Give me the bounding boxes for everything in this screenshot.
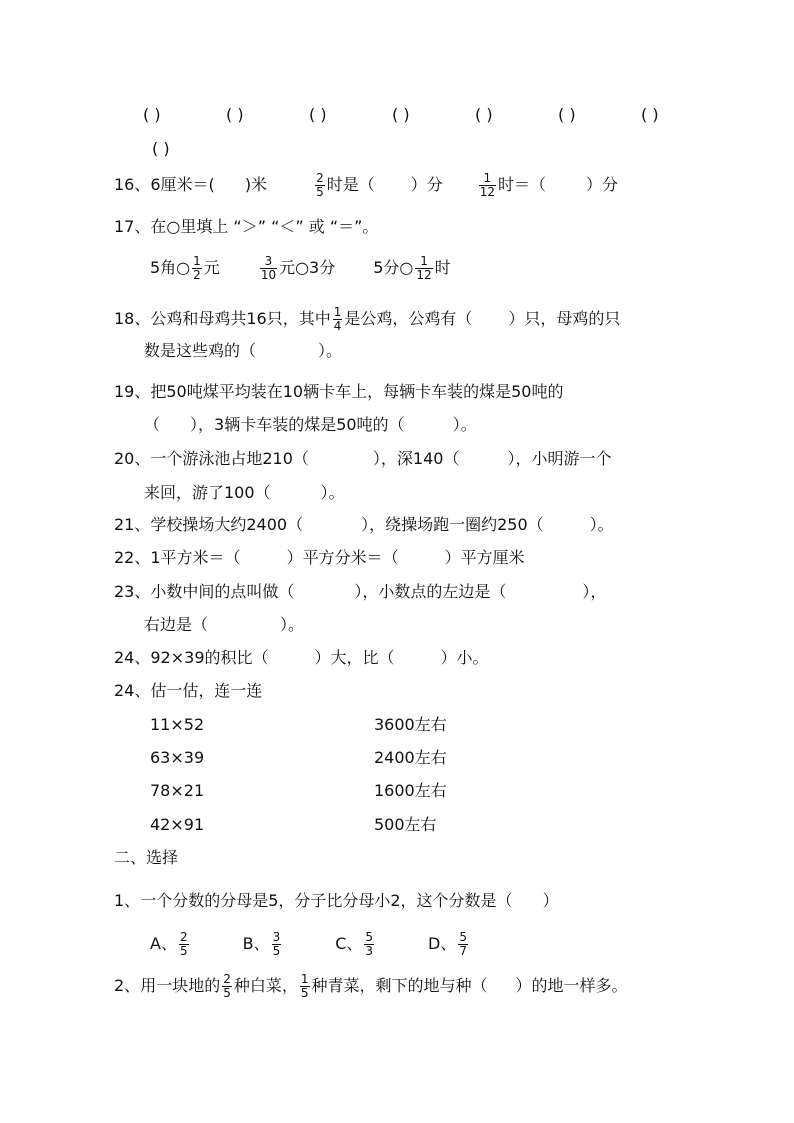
choice-question-2: 2、用一块地的 $\frac{2}{5}$ 种白菜， $\frac{1}{5}$ 种青菜，剩下的地与种（ ）的地一样多。 [114,972,628,1000]
question-20-line2: 来回，游了100（ ）。 [144,483,345,502]
option-b: B、 $\frac{3}{5}$ [242,930,281,958]
question-number: 18、 [114,309,151,328]
question-18: 18、公鸡和母鸡共16只，其中 $\frac{1}{4}$ 是公鸡，公鸡有（ ）只，母鸡的只 [114,305,621,333]
question-17-items: 5角○ $\frac{1}{2}$ 元 $\frac{3}{10}$ 元○3分 5分○ $\frac{1}{12}$ 时 [150,254,451,282]
question-number: 23、 [114,582,151,601]
fraction: $\frac{2}{5}$ [179,930,188,958]
question-23-line2: 右边是（ ）。 [144,615,305,634]
question-23: 23、小数中间的点叫做（ ），小数点的左边是（ ）， [114,582,607,601]
match-left-item: 42×91 [150,815,205,834]
blank-paren: ( ) [226,105,244,124]
match-left-item: 63×39 [150,748,205,767]
fraction: $\frac{1}{12}$ [416,254,432,282]
option-d: D、 $\frac{5}{7}$ [428,930,468,958]
question-22: 22、1平方米＝（ ）平方分米＝（ ）平方厘米 [114,548,525,567]
blank-row [143,105,161,125]
fraction: $\frac{1}{4}$ [333,305,342,333]
question-20: 20、一个游泳池占地210（ ），深140（ ），小明游一个 [114,449,612,468]
fraction: $\frac{2}{5}$ [223,972,231,1000]
question-number: 16、 [114,175,151,194]
blank-paren: ( ) [558,105,576,124]
fraction: $\frac{1}{12}$ [479,171,496,199]
fraction: $\frac{3}{10}$ [260,254,277,282]
blank-row [392,105,410,125]
fraction: $\frac{2}{5}$ [316,171,324,199]
section-title: 二、选择 [114,848,179,867]
choice-options [150,930,470,958]
blank-paren: ( ) [309,105,327,124]
question-number: 20、 [114,449,151,468]
match-right-item: 500左右 [374,815,437,834]
match-left-item: 78×21 [150,781,205,800]
blank-row [309,105,327,125]
question-number: 21、 [114,515,151,534]
question-16: 16、6厘米＝( )米 $\frac{2}{5}$ 时是（ ）分 $\frac{1}{12}$ 时＝（ ）分 [114,171,619,199]
question-number: 24、 [114,648,151,667]
question-number: 2、 [114,976,141,995]
question-19: 19、把50吨煤平均装在10辆卡车上，每辆卡车装的煤是50吨的 [114,382,564,401]
question-17: 17、在○里填上 “＞” “＜” 或 “＝”。 [114,217,379,236]
question-18-line2: 数是这些鸡的（ ）。 [144,341,343,360]
question-number: 17、 [114,217,151,236]
choice-question-1: 1、一个分数的分母是5，分子比分母小2，这个分数是（ ） [114,891,559,910]
match-right-item: 2400左右 [374,748,447,767]
fraction: $\frac{5}{3}$ [365,930,374,958]
fraction: $\frac{1}{2}$ [193,254,201,282]
question-number: 1、 [114,891,141,910]
question-24b: 24、估一估，连一连 [114,681,263,700]
match-right-item: 3600左右 [374,715,447,734]
blank-row [226,105,244,125]
option-c: C、 $\frac{5}{3}$ [335,930,374,958]
blank-row [152,139,170,159]
blank-paren: ( ) [641,105,659,124]
question-19-line2: （ ），3辆卡车装的煤是50吨的（ ）。 [144,415,477,434]
question-number: 22、 [114,548,151,567]
question-number: 24、 [114,681,151,700]
fraction: $\frac{3}{5}$ [272,930,281,958]
question-number: 19、 [114,382,151,401]
blank-row [475,105,493,125]
blank-paren: ( ) [392,105,410,124]
blank-paren: ( ) [152,139,170,158]
match-left-item: 11×52 [150,715,205,734]
blank-row [641,105,659,125]
blank-row [558,105,576,125]
option-a: A、 $\frac{2}{5}$ [150,930,188,958]
match-right-item: 1600左右 [374,781,447,800]
fraction: $\frac{5}{7}$ [459,930,468,958]
blank-paren: ( ) [475,105,493,124]
fraction: $\frac{1}{5}$ [300,972,309,1000]
question-24: 24、92×39的积比（ ）大，比（ ）小。 [114,648,489,667]
blank-paren: ( ) [143,105,161,124]
question-21: 21、学校操场大约2400（ ），绕操场跑一圈约250（ ）。 [114,515,614,534]
